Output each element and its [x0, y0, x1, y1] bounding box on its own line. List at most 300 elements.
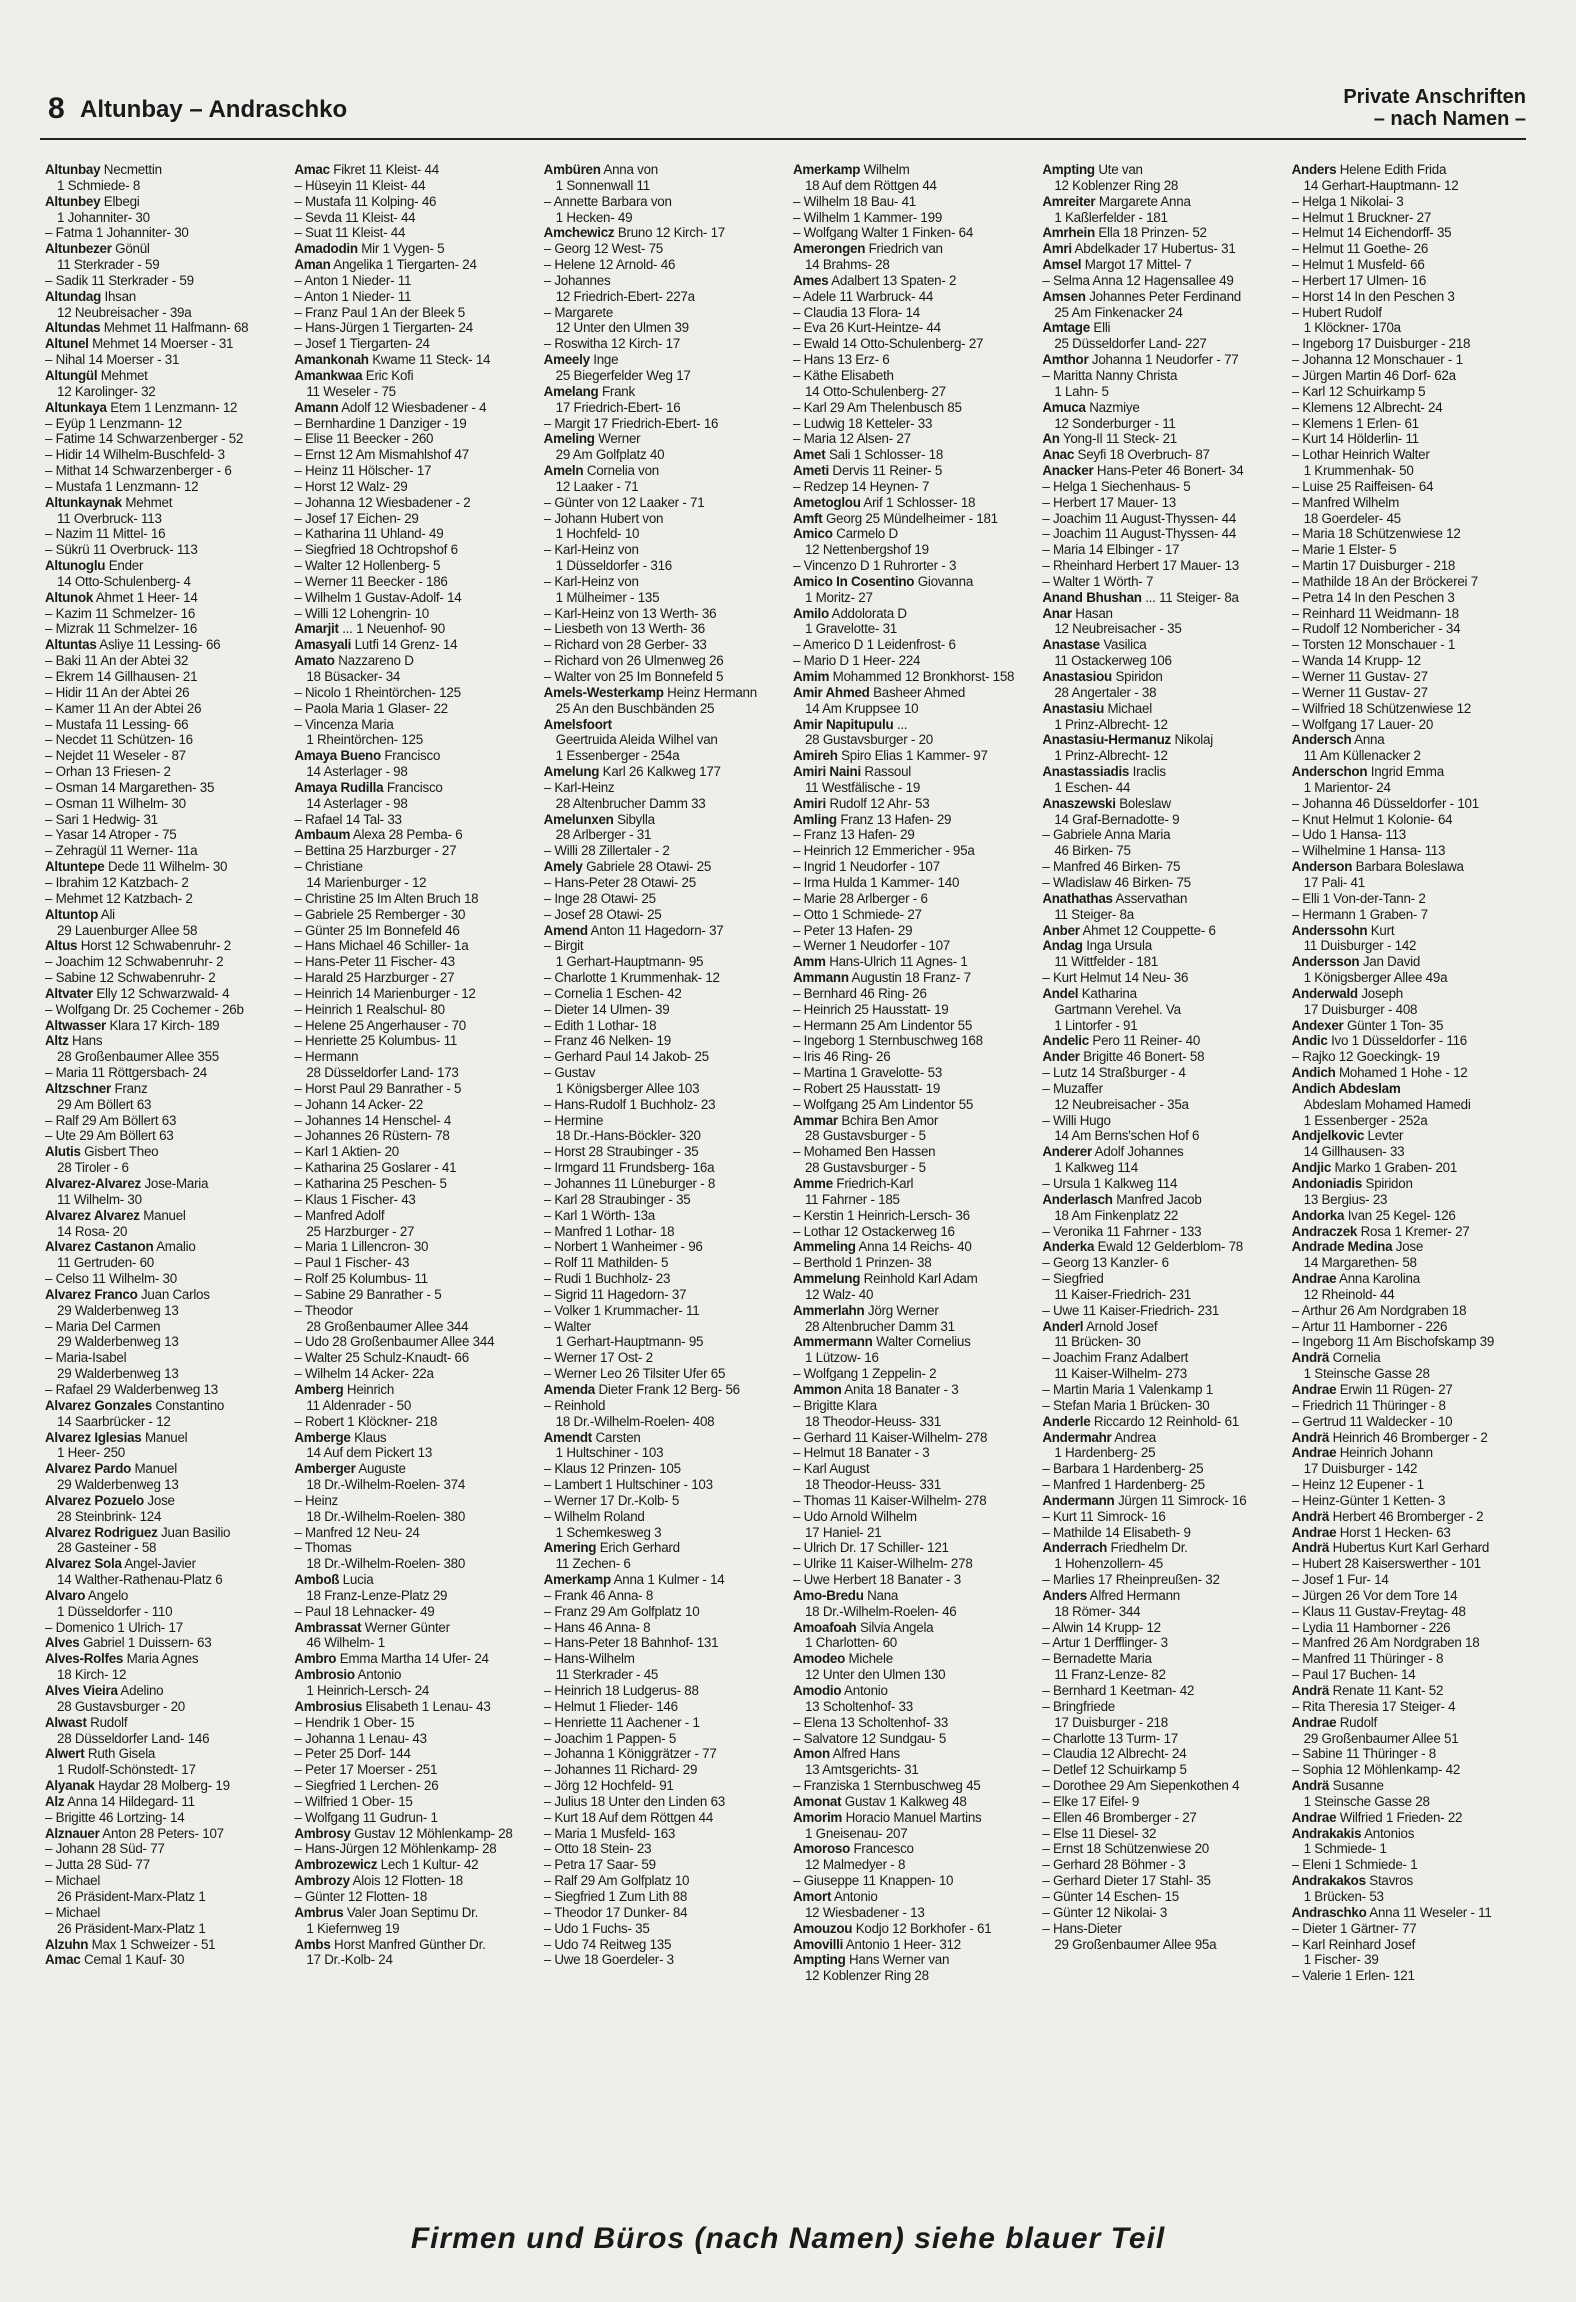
directory-entry	[294, 289, 537, 305]
entry-detail: Vasilica	[1099, 637, 1147, 653]
directory-entry	[294, 1731, 537, 1747]
entry-detail: – Kurt Helmut 14 Neu- 36	[1042, 970, 1189, 986]
entry-surname: Amsel	[1042, 257, 1082, 273]
entry-surname: Andrae	[1291, 1381, 1337, 1397]
directory-entry	[1292, 1334, 1535, 1350]
directory-entry	[294, 621, 537, 637]
directory-entry	[294, 1540, 537, 1556]
entry-surname: Andrade Medina	[1291, 1239, 1393, 1255]
entry-detail: 1 Eschen- 44	[1054, 779, 1131, 795]
entry-detail: – Katharina 25 Peschen- 5	[294, 1176, 447, 1191]
entry-detail: 1 Düsseldorfer - 110	[57, 1603, 173, 1619]
entry-detail: – Peter 17 Moerser - 251	[294, 1762, 438, 1778]
entry-detail: – Maritta Nanny Christa	[1042, 367, 1178, 383]
entry-detail: Rassoul	[860, 764, 912, 780]
entry-detail: 1 Mülheimer - 135	[555, 589, 660, 605]
directory-entry	[544, 827, 787, 843]
directory-entry	[1292, 1271, 1535, 1287]
directory-entry	[294, 1762, 537, 1778]
entry-surname: Ammerlahn	[792, 1302, 865, 1318]
entry-detail: Klara 17 Kirch- 189	[106, 1017, 220, 1033]
entry-detail: – Horst Paul 29 Banrather - 5	[294, 1080, 462, 1096]
entry-detail: – Jürgen 26 Vor dem Tore 14	[1291, 1587, 1458, 1603]
directory-entry	[294, 1303, 537, 1319]
entry-detail: 1 Königsberger Allee 103	[555, 1080, 700, 1096]
entry-detail: Spiridon	[1112, 669, 1163, 684]
entry-surname: Andersson	[1291, 954, 1360, 970]
directory-entry	[793, 1588, 1036, 1604]
entry-detail: 28 Gustavsburger - 5	[804, 1128, 926, 1144]
directory-entry	[1042, 495, 1285, 511]
entry-detail: Ute van	[1094, 162, 1143, 177]
directory-entry	[1042, 621, 1285, 637]
entry-surname: Altuntepe	[45, 859, 105, 875]
entry-detail: Horst 12 Schwabenruhr- 2	[77, 938, 232, 954]
directory-entry	[1292, 1968, 1535, 1984]
directory-entry	[544, 1667, 787, 1683]
entry-surname: Amboß	[294, 1572, 340, 1588]
entry-detail: Rosa 1 Kremer- 27	[1357, 1223, 1470, 1239]
directory-entry	[1292, 289, 1535, 305]
entry-detail: – Johannes 14 Henschel- 4	[294, 1112, 452, 1128]
entry-detail: Alois 12 Flotten- 18	[349, 1873, 463, 1889]
directory-entry	[1042, 1255, 1285, 1271]
entry-surname: Andjic	[1291, 1160, 1332, 1176]
directory-entry	[1042, 511, 1285, 527]
directory-entry	[1042, 1810, 1285, 1826]
directory-entry	[544, 1366, 787, 1382]
entry-detail: – Manfred 12 Neu- 24	[294, 1524, 420, 1540]
entry-detail: – Peter 25 Dorf- 144	[294, 1746, 411, 1762]
directory-entry	[793, 1857, 1036, 1873]
entry-detail: – Kurt 18 Auf dem Röttgen 44	[543, 1809, 714, 1825]
entry-surname: Amoafoah	[792, 1619, 857, 1635]
directory-entry	[793, 1049, 1036, 1065]
directory-entry	[45, 1746, 288, 1762]
entry-surname: Andermann	[1042, 1492, 1115, 1508]
directory-entry	[544, 1255, 787, 1271]
directory-entry	[294, 1366, 537, 1382]
entry-detail: – Sabine 29 Banrather - 5	[294, 1286, 442, 1302]
entry-detail: 14 Asterlager - 98	[306, 795, 408, 811]
directory-entry	[294, 748, 537, 764]
entry-detail: – Willi Hugo	[1042, 1112, 1111, 1128]
entry-surname: Anaszewski	[1042, 795, 1116, 811]
directory-entry	[294, 907, 537, 923]
entry-surname: Amilo	[792, 605, 829, 621]
directory-entry	[45, 1430, 288, 1446]
entry-detail: – Mustafa 11 Lessing- 66	[45, 716, 189, 732]
entry-detail: – Wolfgang Walter 1 Finken- 64	[792, 225, 974, 241]
entry-detail: 28 Großenbaumer Allee 344	[306, 1318, 469, 1334]
entry-detail: – Manfred 1 Lothar- 18	[543, 1223, 675, 1239]
directory-entry	[45, 257, 288, 273]
entry-detail: – Martin Maria 1 Valenkamp 1	[1042, 1381, 1213, 1397]
directory-entry	[1292, 558, 1535, 574]
directory-entry	[544, 400, 787, 416]
directory-entry	[1292, 178, 1535, 194]
directory-entry	[294, 1081, 537, 1097]
entry-detail: Gustav 1 Kalkweg 48	[841, 1793, 967, 1809]
directory-entry	[1042, 463, 1285, 479]
directory-entry	[1042, 669, 1285, 685]
directory-entry	[45, 1715, 288, 1731]
entry-detail: – Günter 12 Flotten- 18	[294, 1888, 428, 1904]
directory-entry	[1292, 907, 1535, 923]
directory-entry	[294, 416, 537, 432]
entry-detail: – Hans-Rudolf 1 Buchholz- 23	[543, 1096, 716, 1112]
entry-detail: Friedhelm Dr.	[1107, 1540, 1188, 1556]
directory-entry	[1292, 1002, 1535, 1018]
entry-detail: Klaus	[350, 1429, 387, 1445]
directory-entry	[1042, 1033, 1285, 1049]
directory-entry	[1042, 1635, 1285, 1651]
entry-detail: Mehmet	[97, 367, 148, 383]
directory-entry	[294, 923, 537, 939]
directory-entry	[294, 368, 537, 384]
entry-detail: 18 Theodor-Heuss- 331	[804, 1477, 941, 1493]
entry-surname: Amft	[792, 510, 823, 526]
entry-detail: – Franz Paul 1 An der Bleek 5	[294, 304, 465, 320]
directory-entry	[294, 1192, 537, 1208]
entry-surname: Andrae	[1291, 1714, 1337, 1730]
entry-detail: – Gerhard 11 Kaiser-Wilhelm- 278	[792, 1429, 988, 1445]
entry-surname: Amberger	[294, 1461, 356, 1477]
directory-entry	[45, 352, 288, 368]
entry-detail: 12 Koblenzer Ring 28	[1054, 177, 1179, 193]
directory-entry	[544, 669, 787, 685]
directory-entry	[1292, 479, 1535, 495]
directory-entry	[1292, 1889, 1535, 1905]
entry-detail: Erwin 11 Rügen- 27	[1336, 1381, 1453, 1397]
entry-detail: Anna 11 Weseler - 11	[1366, 1904, 1492, 1920]
entry-detail: – Udo Arnold Wilhelm	[792, 1508, 917, 1524]
directory-entry	[294, 558, 537, 574]
directory-entry	[544, 257, 787, 273]
entry-detail: – Necdet 11 Schützen- 16	[45, 732, 193, 748]
entry-detail: 1 Gerhart-Hauptmann- 95	[555, 954, 704, 970]
entry-surname: Alvaro	[45, 1587, 86, 1603]
entry-detail: – Manfred 11 Thüringer - 8	[1291, 1651, 1444, 1667]
directory-entry	[544, 1018, 787, 1034]
directory-entry	[793, 1746, 1036, 1762]
directory-entry	[45, 717, 288, 733]
entry-detail: – Ewald 14 Otto-Schulenberg- 27	[792, 336, 984, 352]
entry-detail: Alfred Hans	[829, 1746, 900, 1762]
entry-surname: Anderwald	[1291, 985, 1358, 1001]
directory-column-6	[1292, 162, 1535, 2192]
directory-entry	[1292, 1873, 1535, 1889]
entry-detail: 28 Angertaler - 38	[1054, 684, 1157, 700]
directory-entry	[1042, 986, 1285, 1002]
entry-detail: – Frank 46 Anna- 8	[543, 1587, 654, 1603]
directory-entry	[1042, 1144, 1285, 1160]
entry-surname: Amico In Cosentino	[792, 573, 915, 589]
entry-detail: – Helmut 18 Banater - 3	[792, 1445, 930, 1461]
directory-entry	[1042, 1683, 1285, 1699]
entry-detail: – Rita Theresia 17 Steiger- 4	[1291, 1698, 1456, 1714]
entry-detail: – Wilhelm 1 Gustav-Adolf- 14	[294, 589, 462, 605]
entry-detail: – Ibrahim 12 Katzbach- 2	[45, 874, 189, 890]
entry-detail: 11 Sterkrader - 59	[57, 257, 160, 273]
entry-detail: 1 Lahn- 5	[1054, 383, 1109, 399]
directory-entry	[294, 1651, 537, 1667]
entry-detail: – Manfred 26 Am Nordgraben 18	[1291, 1635, 1480, 1651]
directory-entry	[544, 637, 787, 653]
entry-detail: Jose	[1392, 1239, 1424, 1255]
entry-detail: Gisbert Theo	[80, 1144, 159, 1160]
directory-entry	[1042, 1271, 1285, 1287]
entry-detail: Iraclis	[1129, 764, 1166, 780]
entry-surname: Amend	[543, 922, 588, 938]
directory-entry	[793, 1841, 1036, 1857]
entry-detail: Margot 17 Mittel- 7	[1081, 257, 1192, 273]
directory-entry	[1042, 701, 1285, 717]
entry-surname: Amodeo	[792, 1651, 846, 1667]
entry-detail: Fikret 11 Kleist- 44	[329, 162, 439, 177]
directory-entry	[544, 1952, 787, 1968]
entry-detail: – Arthur 26 Am Nordgraben 18	[1291, 1302, 1467, 1318]
entry-detail: Stavros	[1365, 1873, 1413, 1889]
directory-entry	[1292, 732, 1535, 748]
entry-detail: 29 Walderbenweg 13	[57, 1477, 179, 1493]
entry-detail: – Hendrik 1 Ober- 15	[294, 1714, 415, 1730]
entry-detail: 11 Am Küllenacker 2	[1303, 748, 1421, 764]
directory-entry	[1292, 400, 1535, 416]
entry-detail: – Hans-Peter 18 Bahnhof- 131	[543, 1635, 719, 1651]
directory-entry	[1292, 1208, 1535, 1224]
directory-entry	[1042, 289, 1285, 305]
directory-entry	[294, 1556, 537, 1572]
entry-surname: Ametoglou	[792, 494, 861, 510]
directory-entry	[793, 796, 1036, 812]
directory-entry	[544, 986, 787, 1002]
entry-detail: 1 Charlotten- 60	[804, 1635, 898, 1651]
directory-entry	[1292, 574, 1535, 590]
entry-detail: Manuel	[131, 1461, 177, 1477]
directory-entry	[1042, 1445, 1285, 1461]
entry-detail: 28 Arlberger - 31	[555, 827, 652, 843]
directory-entry	[1292, 1731, 1535, 1747]
directory-entry	[45, 1033, 288, 1049]
directory-entry	[793, 1350, 1036, 1366]
entry-surname: Andel	[1042, 985, 1079, 1001]
directory-entry	[1042, 416, 1285, 432]
entry-surname: Amtage	[1042, 320, 1090, 336]
directory-entry	[1292, 875, 1535, 891]
directory-entry	[1042, 368, 1285, 384]
directory-entry	[544, 685, 787, 701]
entry-surname: Amerongen	[792, 241, 866, 257]
entry-detail: – Michael	[45, 1873, 101, 1889]
directory-entry	[45, 1445, 288, 1461]
directory-entry	[1042, 1113, 1285, 1129]
directory-entry	[294, 1382, 537, 1398]
directory-entry	[1292, 1604, 1535, 1620]
directory-entry	[1042, 1319, 1285, 1335]
directory-entry	[1042, 1651, 1285, 1667]
directory-entry	[45, 210, 288, 226]
entry-detail: Antonio	[841, 1683, 888, 1698]
entry-detail: Constantino	[151, 1397, 225, 1413]
directory-entry	[544, 621, 787, 637]
entry-surname: Andrae	[1291, 1445, 1337, 1461]
directory-entry	[45, 479, 288, 495]
entry-detail: Hans Werner van	[845, 1952, 950, 1968]
directory-entry	[1042, 447, 1285, 463]
entry-detail: 28 Düsseldorfer Land- 146	[57, 1730, 210, 1746]
directory-entry	[793, 1525, 1036, 1541]
directory-entry	[544, 1493, 787, 1509]
directory-entry	[1292, 653, 1535, 669]
directory-entry	[1292, 970, 1535, 986]
directory-entry	[1042, 384, 1285, 400]
directory-entry	[544, 1461, 787, 1477]
directory-entry	[1042, 1018, 1285, 1034]
directory-entry	[544, 748, 787, 764]
entry-detail: – Suat 11 Kleist- 44	[294, 225, 406, 241]
directory-entry	[793, 590, 1036, 606]
directory-entry	[793, 859, 1036, 875]
entry-detail: Etem 1 Lenzmann- 12	[106, 399, 238, 415]
directory-entry	[1292, 1049, 1535, 1065]
directory-entry	[544, 780, 787, 796]
entry-detail: Manfred Jacob	[1112, 1191, 1202, 1207]
directory-entry	[294, 1857, 537, 1873]
entry-detail: – Volker 1 Krummacher- 11	[543, 1302, 700, 1318]
directory-entry	[45, 400, 288, 416]
entry-surname: Anderka	[1042, 1239, 1095, 1255]
directory-entry	[544, 1762, 787, 1778]
directory-entry	[294, 1350, 537, 1366]
directory-entry	[45, 938, 288, 954]
directory-entry	[294, 859, 537, 875]
entry-detail: – Hermann 1 Graben- 7	[1291, 906, 1428, 922]
directory-entry	[544, 1081, 787, 1097]
directory-entry	[793, 812, 1036, 828]
entry-detail: – Mehmet 12 Katzbach- 2	[45, 890, 193, 906]
entry-surname: Amireh	[792, 748, 838, 764]
entry-surname: Amoroso	[792, 1841, 851, 1857]
directory-entry	[45, 1794, 288, 1810]
entry-detail: Cornelia von	[583, 463, 659, 479]
directory-entry	[544, 1604, 787, 1620]
directory-column-5	[1042, 162, 1285, 2192]
directory-entry	[793, 1208, 1036, 1224]
entry-detail: – Zehragül 11 Werner- 11a	[45, 843, 198, 859]
entry-surname: Ambüren	[543, 162, 601, 177]
entry-detail: 28 Gustavsburger - 20	[804, 732, 933, 748]
page-header	[40, 82, 1526, 140]
directory-entry	[1292, 1651, 1535, 1667]
directory-entry	[45, 1667, 288, 1683]
directory-entry	[294, 1921, 537, 1937]
entry-detail: Spiro Elias 1 Kammer- 97	[837, 748, 988, 764]
entry-detail: 18 Dr.-Wilhelm-Roelen- 46	[804, 1603, 957, 1619]
entry-detail: – Franz 29 Am Golfplatz 10	[543, 1603, 700, 1619]
entry-detail: – Michael	[45, 1904, 101, 1920]
directory-entry	[1042, 1414, 1285, 1430]
directory-entry	[544, 1826, 787, 1842]
entry-detail: Hans-Ulrich 11 Agnes- 1	[825, 954, 968, 970]
directory-entry	[544, 1841, 787, 1857]
entry-detail: Alfred Hermann	[1086, 1587, 1180, 1603]
entry-detail: 11 Franz-Lenze- 82	[1054, 1667, 1166, 1683]
directory-entry	[45, 368, 288, 384]
directory-entry	[45, 225, 288, 241]
directory-entry	[1042, 970, 1285, 986]
entry-detail: 1 Gneisenau- 207	[804, 1825, 908, 1841]
directory-entry	[544, 1683, 787, 1699]
directory-entry	[45, 1255, 288, 1271]
directory-entry	[793, 1921, 1036, 1937]
entry-surname: Altungül	[45, 367, 98, 383]
entry-detail: – Nicolo 1 Rheintörchen- 125	[294, 684, 461, 700]
entry-detail: 1 Rudolf-Schönstedt- 17	[57, 1762, 196, 1778]
entry-surname: Ambaum	[294, 827, 351, 843]
directory-entry	[1292, 1588, 1535, 1604]
directory-entry	[1042, 1826, 1285, 1842]
entry-detail: – Maria 14 Elbinger - 17	[1042, 542, 1180, 558]
entry-detail: – Johannes 11 Lüneburger - 8	[543, 1176, 716, 1191]
directory-entry	[45, 780, 288, 796]
directory-entry	[1042, 1287, 1285, 1303]
entry-detail: Mehmet 14 Moerser - 31	[88, 336, 234, 352]
entry-detail: 1 Gerhart-Hauptmann- 95	[555, 1334, 704, 1350]
entry-detail: – Mario D 1 Heer- 224	[792, 653, 921, 669]
entry-detail: Katharina	[1078, 985, 1137, 1001]
entry-detail: – Karl 12 Schuirkamp 5	[1291, 383, 1426, 399]
directory-entry	[294, 336, 537, 352]
directory-entry	[1292, 1952, 1535, 1968]
entry-detail: – Celso 11 Wilhelm- 30	[45, 1271, 177, 1287]
directory-entry	[1042, 796, 1285, 812]
directory-entry	[45, 495, 288, 511]
directory-entry	[1292, 273, 1535, 289]
directory-entry	[544, 590, 787, 606]
entry-detail: 14 Am Berns'schen Hof 6	[1054, 1128, 1200, 1144]
entry-surname: Anber	[1042, 922, 1080, 938]
entry-detail: – Mustafa 11 Kolping- 46	[294, 193, 437, 209]
directory-entry	[1042, 1731, 1285, 1747]
directory-entry	[1042, 1461, 1285, 1477]
entry-detail: – Udo 28 Großenbaumer Allee 344	[294, 1334, 495, 1350]
directory-entry	[294, 1715, 537, 1731]
directory-entry	[793, 1651, 1036, 1667]
directory-column-2	[294, 162, 537, 2192]
entry-detail: – Heinz 11 Hölscher- 17	[294, 463, 432, 479]
directory-entry	[294, 1461, 537, 1477]
entry-surname: Andrae	[1291, 1809, 1337, 1825]
directory-entry	[544, 542, 787, 558]
directory-entry	[1292, 1445, 1535, 1461]
directory-entry	[544, 1414, 787, 1430]
entry-detail: – Johanna 1 Lenau- 43	[294, 1730, 427, 1746]
entry-detail: Kwame 11 Steck- 14	[368, 352, 491, 368]
entry-detail: 12 Friedrich-Ebert- 227a	[555, 288, 695, 304]
directory-entry	[793, 1065, 1036, 1081]
entry-detail: 29 Am Böllert 63	[57, 1096, 152, 1112]
directory-entry	[294, 986, 537, 1002]
entry-detail: – Kurt 14 Hölderlin- 11	[1291, 431, 1419, 447]
entry-surname: Ambrus	[294, 1904, 344, 1920]
directory-entry	[1042, 1176, 1285, 1192]
directory-entry	[45, 859, 288, 875]
directory-entry	[1042, 1081, 1285, 1097]
entry-detail: – Iris 46 Ring- 26	[792, 1049, 891, 1065]
entry-surname: Amenda	[543, 1381, 595, 1397]
entry-detail: Antonio 1 Heer- 312	[843, 1936, 961, 1952]
